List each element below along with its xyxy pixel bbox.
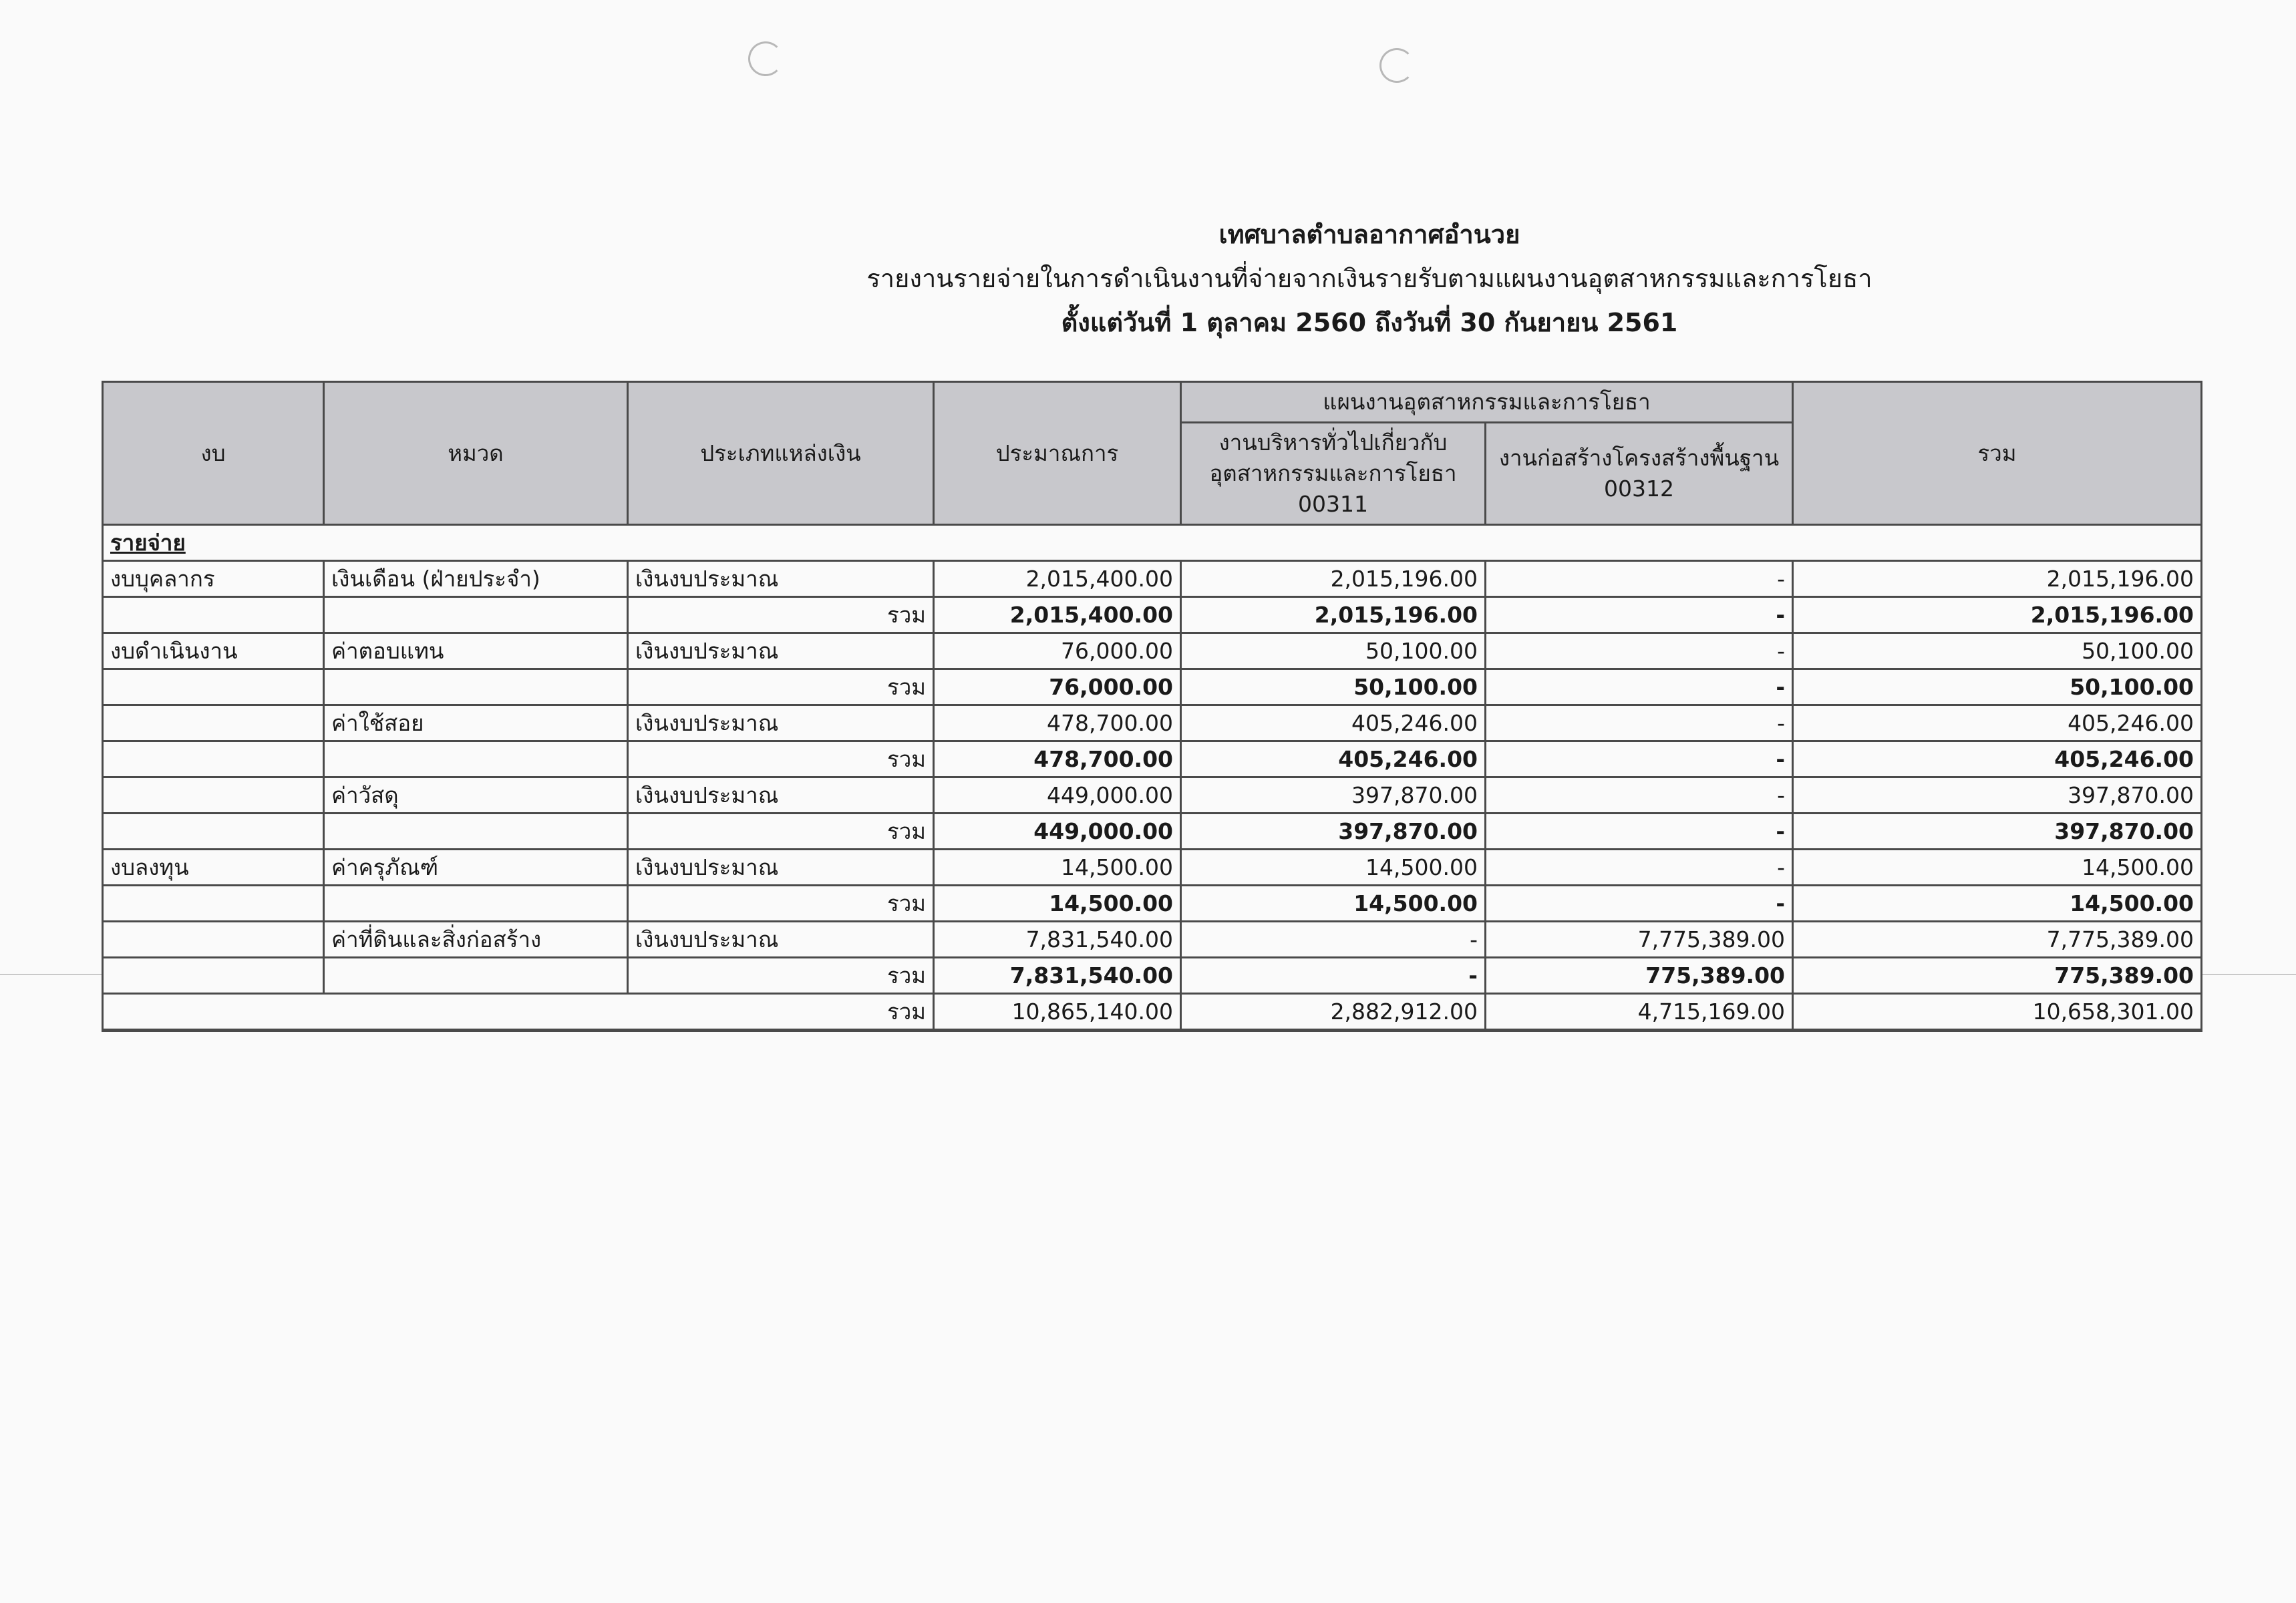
col-header-plan-group: แผนงานอุตสาหกรรมและการโยธา [1181,382,1793,423]
col-header-budget: งบ [103,382,324,525]
category-cell: ค่าใช้สอย [324,705,628,741]
report-period: ตั้งแต่วันที่ 1 ตุลาคม 2560 ถึงวันที่ 30 กันยายน 2561 [1061,308,1678,337]
fund-type-cell: รวม [628,814,934,850]
table-row [103,777,2202,814]
fund-type-cell: เงินงบประมาณ [628,922,934,958]
table-footer [103,994,2202,1031]
plan-00312-cell: - [1486,741,1793,777]
budget-cell [103,669,324,705]
category-cell: เงินเดือน (ฝ่ายประจำ) [324,561,628,597]
category-cell: ค่าวัสดุ [324,777,628,814]
grand-total-00312: 4,715,169.00 [1486,994,1793,1031]
subtotal-row [103,886,2202,922]
organization-title: เทศบาลตำบลอากาศอำนวย [1218,220,1520,249]
scan-punch-mark [1379,48,1414,83]
plan-00312-cell: - [1486,669,1793,705]
estimate-cell: 76,000.00 [934,669,1181,705]
category-cell [324,741,628,777]
category-cell: ค่าที่ดินและสิ่งก่อสร้าง [324,922,628,958]
fund-type-cell: เงินงบประมาณ [628,705,934,741]
estimate-cell: 478,700.00 [934,705,1181,741]
grand-total-row [103,994,2202,1031]
table-row [103,850,2202,886]
fund-type-cell: เงินงบประมาณ [628,850,934,886]
col-header-estimate: ประมาณการ [934,382,1181,525]
section-label: รายจ่าย [103,525,2202,561]
total-cell: 405,246.00 [1793,741,2202,777]
fund-type-cell: รวม [628,886,934,922]
fund-type-cell: รวม [628,669,934,705]
plan-00311-cell: 50,100.00 [1181,669,1486,705]
plan-00312-cell: 7,775,389.00 [1486,922,1793,958]
plan-00311-cell: 2,015,196.00 [1181,561,1486,597]
plan-00312-cell: 775,389.00 [1486,958,1793,994]
col-header-total: รวม [1793,382,2202,525]
plan-00311-cell: 405,246.00 [1181,741,1486,777]
plan-00312-cell: - [1486,814,1793,850]
plan-00312-cell: - [1486,597,1793,633]
category-cell [324,597,628,633]
plan-00312-cell: - [1486,705,1793,741]
budget-cell [103,886,324,922]
document-header [735,212,2004,345]
table-row [103,561,2202,597]
table-header [103,382,2202,525]
category-cell [324,814,628,850]
plan-00311-cell: 50,100.00 [1181,633,1486,669]
estimate-cell: 449,000.00 [934,777,1181,814]
fund-type-cell: รวม [628,958,934,994]
total-cell: 50,100.00 [1793,669,2202,705]
estimate-cell: 2,015,400.00 [934,597,1181,633]
plan-00311-cell: 14,500.00 [1181,850,1486,886]
grand-total-label: รวม [103,994,934,1031]
fund-type-cell: รวม [628,741,934,777]
fund-type-cell: เงินงบประมาณ [628,777,934,814]
table-body [103,525,2202,561]
plan-00312-cell: - [1486,561,1793,597]
grand-total-estimate: 10,865,140.00 [934,994,1181,1031]
category-cell [324,958,628,994]
section-row [103,525,2202,561]
estimate-cell: 7,831,540.00 [934,958,1181,994]
total-cell: 50,100.00 [1793,633,2202,669]
subtotal-row [103,597,2202,633]
total-cell: 2,015,196.00 [1793,561,2202,597]
subtotal-row [103,741,2202,777]
fund-type-cell: รวม [628,597,934,633]
category-cell [324,886,628,922]
plan-00312-cell: - [1486,777,1793,814]
budget-cell [103,741,324,777]
plan-00312-cell: - [1486,850,1793,886]
plan-00311-cell: - [1181,922,1486,958]
total-cell: 2,015,196.00 [1793,597,2202,633]
grand-total-00311: 2,882,912.00 [1181,994,1486,1031]
plan-00311-cell: 397,870.00 [1181,777,1486,814]
col-header-fund-type: ประเภทแหล่งเงิน [628,382,934,525]
scan-punch-mark [748,41,783,76]
plan-00312-cell: - [1486,633,1793,669]
subtotal-row [103,814,2202,850]
report-title: รายงานรายจ่ายในการดำเนินงานที่จ่ายจากเงินรายรับตามแผนงานอุตสาหกรรมและการโยธา [866,264,1872,293]
subtotal-row [103,669,2202,705]
plan-00311-cell: 2,015,196.00 [1181,597,1486,633]
total-cell: 405,246.00 [1793,705,2202,741]
estimate-cell: 449,000.00 [934,814,1181,850]
budget-cell: งบบุคลากร [103,561,324,597]
total-cell: 14,500.00 [1793,850,2202,886]
budget-cell: งบดำเนินงาน [103,633,324,669]
estimate-cell: 7,831,540.00 [934,922,1181,958]
col-header-plan-00312: งานก่อสร้างโครงสร้างพื้นฐาน 00312 [1486,423,1793,525]
category-cell: ค่าตอบแทน [324,633,628,669]
grand-total-total: 10,658,301.00 [1793,994,2202,1031]
table-row [103,922,2202,958]
col-header-plan-00311: งานบริหารทั่วไปเกี่ยวกับอุตสาหกรรมและการโยธา 00311 [1181,423,1486,525]
budget-cell [103,705,324,741]
estimate-cell: 478,700.00 [934,741,1181,777]
category-cell [324,669,628,705]
estimate-cell: 76,000.00 [934,633,1181,669]
budget-cell: งบลงทุน [103,850,324,886]
total-cell: 397,870.00 [1793,777,2202,814]
total-cell: 7,775,389.00 [1793,922,2202,958]
table-row [103,633,2202,669]
fund-type-cell: เงินงบประมาณ [628,561,934,597]
estimate-cell: 14,500.00 [934,850,1181,886]
budget-cell [103,597,324,633]
budget-cell [103,777,324,814]
estimate-cell: 2,015,400.00 [934,561,1181,597]
estimate-cell: 14,500.00 [934,886,1181,922]
plan-00311-cell: 405,246.00 [1181,705,1486,741]
total-cell: 14,500.00 [1793,886,2202,922]
budget-cell [103,922,324,958]
plan-00311-cell: 397,870.00 [1181,814,1486,850]
expense-report-table [102,381,2202,1032]
table-rows [103,561,2202,994]
subtotal-row [103,958,2202,994]
total-cell: 775,389.00 [1793,958,2202,994]
category-cell: ค่าครุภัณฑ์ [324,850,628,886]
budget-cell [103,958,324,994]
plan-00311-cell: - [1181,958,1486,994]
table-row [103,705,2202,741]
plan-00312-cell: - [1486,886,1793,922]
budget-cell [103,814,324,850]
plan-00311-cell: 14,500.00 [1181,886,1486,922]
fund-type-cell: เงินงบประมาณ [628,633,934,669]
total-cell: 397,870.00 [1793,814,2202,850]
col-header-category: หมวด [324,382,628,525]
